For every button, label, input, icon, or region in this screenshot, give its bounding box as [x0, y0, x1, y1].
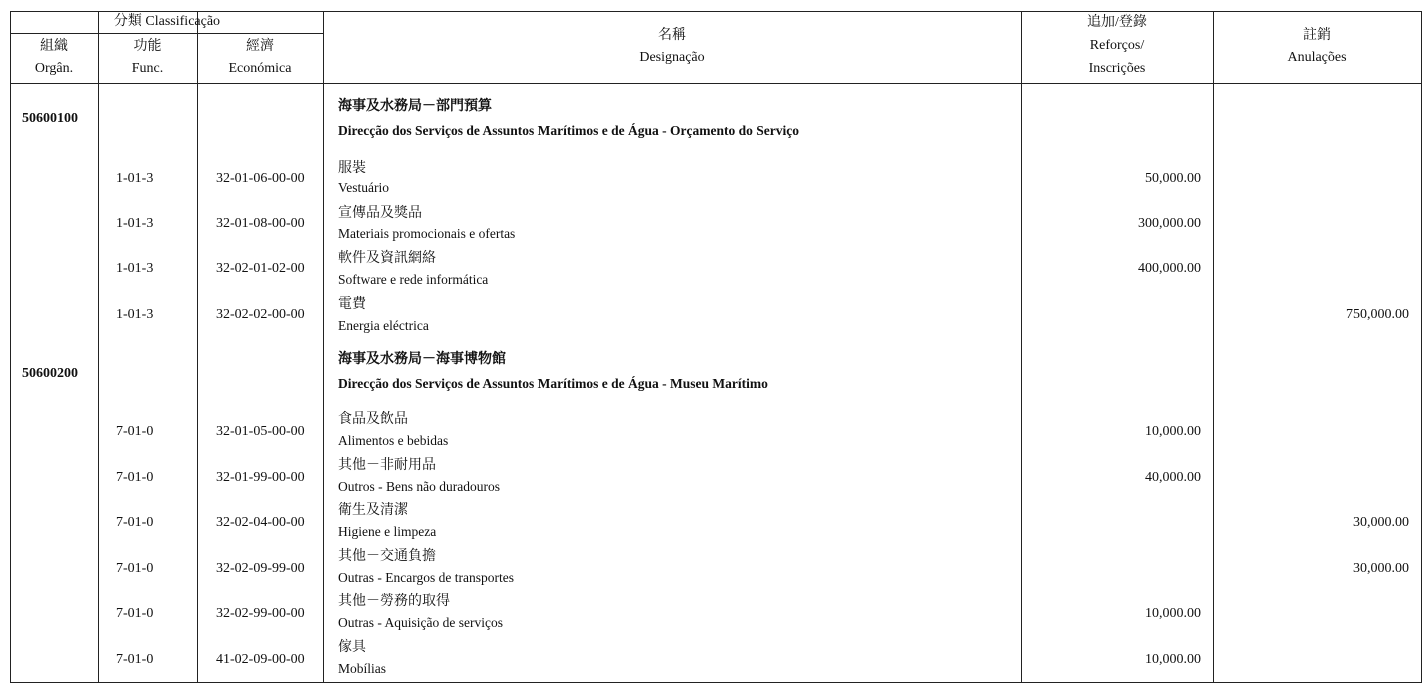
func-code: 7-01-0	[116, 470, 154, 485]
item-name-zh: 電費	[338, 297, 366, 312]
reinforce-amount: 10,000.00	[1145, 652, 1201, 667]
reinforce-header-pt1: Reforços/	[1089, 38, 1145, 53]
item-name-zh: 服裝	[338, 161, 366, 176]
item-name-pt: Outras - Encargos de transportes	[338, 570, 514, 585]
item-name-pt: Outras - Aquisição de serviços	[338, 615, 503, 630]
func-code: 1-01-3	[116, 216, 154, 231]
reinforce-header-pt2: Inscrições	[1088, 61, 1146, 76]
column-rule	[1021, 11, 1022, 682]
func-code: 7-01-0	[116, 606, 154, 621]
reinforce-amount: 40,000.00	[1145, 470, 1201, 485]
func-code: 7-01-0	[116, 652, 154, 667]
reinforce-header-zh: 追加/登錄	[1087, 15, 1147, 30]
econ-code: 32-02-04-00-00	[216, 515, 305, 530]
func-header-pt: Func.	[131, 61, 164, 76]
item-name-pt: Vestuário	[338, 180, 389, 195]
table-border-top	[10, 11, 1422, 12]
econ-code: 32-01-06-00-00	[216, 171, 305, 186]
item-name-pt: Materiais promocionais e ofertas	[338, 226, 516, 241]
column-rule	[197, 11, 198, 682]
econ-code: 32-02-02-00-00	[216, 307, 305, 322]
cancel-amount: 30,000.00	[1353, 561, 1409, 576]
econ-header-zh: 經濟	[246, 39, 274, 54]
organ-header-zh: 組織	[40, 39, 68, 54]
econ-header-pt: Económica	[228, 61, 292, 76]
name-header-zh: 名稱	[658, 28, 686, 43]
section-title-zh: 海事及水務局－海事博物館	[338, 352, 506, 367]
cancel-amount: 750,000.00	[1346, 307, 1409, 322]
reinforce-amount: 50,000.00	[1145, 171, 1201, 186]
item-name-zh: 軟件及資訊網絡	[338, 251, 436, 266]
econ-code: 32-01-05-00-00	[216, 424, 305, 439]
func-code: 7-01-0	[116, 561, 154, 576]
econ-code: 32-01-99-00-00	[216, 470, 305, 485]
econ-code: 41-02-09-00-00	[216, 652, 305, 667]
name-header-pt: Designação	[639, 50, 705, 65]
table-border-left	[10, 11, 11, 682]
item-name-zh: 其他－交通負擔	[338, 549, 436, 564]
item-name-zh: 其他－非耐用品	[338, 458, 436, 473]
column-rule	[98, 11, 99, 682]
econ-code: 32-01-08-00-00	[216, 216, 305, 231]
organ-code: 50600100	[22, 111, 78, 126]
func-code: 1-01-3	[116, 261, 154, 276]
func-code: 7-01-0	[116, 424, 154, 439]
item-name-pt: Outros - Bens não duradouros	[338, 479, 500, 494]
item-name-pt: Mobílias	[338, 661, 387, 676]
section-title-pt: Direcção dos Serviços de Assuntos Marítimos e de Água - Orçamento do Serviço	[338, 123, 799, 138]
column-rule	[323, 11, 324, 682]
table-border-right	[1421, 11, 1422, 682]
classification-divider	[10, 33, 324, 34]
item-name-pt: Energia eléctrica	[338, 318, 429, 333]
section-title-pt: Direcção dos Serviços de Assuntos Marítimos e de Água - Museu Marítimo	[338, 376, 768, 391]
reinforce-amount: 400,000.00	[1138, 261, 1201, 276]
column-rule	[1213, 11, 1214, 682]
item-name-zh: 食品及飲品	[338, 412, 408, 427]
organ-header-pt: Orgân.	[34, 61, 74, 76]
cancel-header-zh: 註銷	[1303, 28, 1331, 43]
reinforce-amount: 300,000.00	[1138, 216, 1201, 231]
cancel-amount: 30,000.00	[1353, 515, 1409, 530]
section-title-zh: 海事及水務局－部門預算	[338, 99, 492, 114]
item-name-zh: 宣傳品及獎品	[338, 206, 422, 221]
item-name-zh: 衛生及清潔	[338, 503, 408, 518]
func-code: 7-01-0	[116, 515, 154, 530]
func-code: 1-01-3	[116, 307, 154, 322]
table-border-bottom	[10, 682, 1422, 683]
organ-code: 50600200	[22, 366, 78, 381]
item-name-zh: 其他－勞務的取得	[338, 594, 450, 609]
item-name-pt: Software e rede informática	[338, 272, 489, 287]
func-header-zh: 功能	[133, 39, 162, 54]
header-divider	[10, 83, 1422, 84]
item-name-pt: Higiene e limpeza	[338, 524, 437, 539]
reinforce-amount: 10,000.00	[1145, 424, 1201, 439]
item-name-pt: Alimentos e bebidas	[338, 433, 449, 448]
classification-header: 分類 Classificação	[113, 14, 221, 29]
cancel-header-pt: Anulações	[1287, 50, 1347, 65]
reinforce-amount: 10,000.00	[1145, 606, 1201, 621]
econ-code: 32-02-01-02-00	[216, 261, 305, 276]
econ-code: 32-02-09-99-00	[216, 561, 305, 576]
econ-code: 32-02-99-00-00	[216, 606, 305, 621]
func-code: 1-01-3	[116, 171, 154, 186]
item-name-zh: 傢具	[338, 640, 366, 655]
